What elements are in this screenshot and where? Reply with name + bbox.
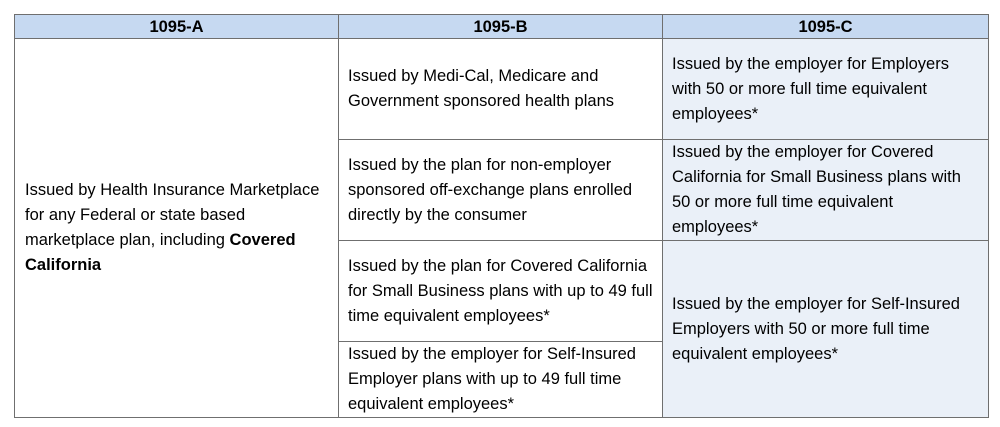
- header-row: [15, 15, 989, 39]
- cell-1095-c-self-insured: Issued by the employer for Self-Insured Employers with 50 or more full time equivalent employees*: [663, 241, 989, 418]
- cell-1095-c-large-employers: Issued by the employer for Employers with 50 or more full time equivalent employees*: [663, 39, 989, 140]
- cell-1095-b-government: Issued by Medi-Cal, Medicare and Government sponsored health plans: [339, 39, 663, 140]
- covered-california-bold: Covered California: [25, 231, 296, 274]
- header-1095-b: 1095-B: [339, 15, 663, 39]
- cell-1095-b-self-insured: Issued by the employer for Self-Insured Employer plans with up to 49 full time equivalent employees*: [339, 342, 663, 418]
- cell-1095-a-text: Issued by Health Insurance Marketplace for any Federal or state based marketplace plan, including: [25, 181, 320, 249]
- header-1095-c: 1095-C: [663, 15, 989, 39]
- header-1095-a: 1095-A: [15, 15, 339, 39]
- cell-1095-a: [15, 39, 339, 418]
- cell-1095-b-off-exchange: Issued by the plan for non-employer sponsored off-exchange plans enrolled directly by the consumer: [339, 140, 663, 241]
- cell-1095-b-small-business: Issued by the plan for Covered California for Small Business plans with up to 49 full time equivalent employees*: [339, 241, 663, 342]
- cell-1095-c-small-business: Issued by the employer for Covered California for Small Business plans with 50 or more full time equivalent employees*: [663, 140, 989, 241]
- form-1095-comparison-table: [14, 14, 989, 418]
- table-row: [15, 39, 989, 140]
